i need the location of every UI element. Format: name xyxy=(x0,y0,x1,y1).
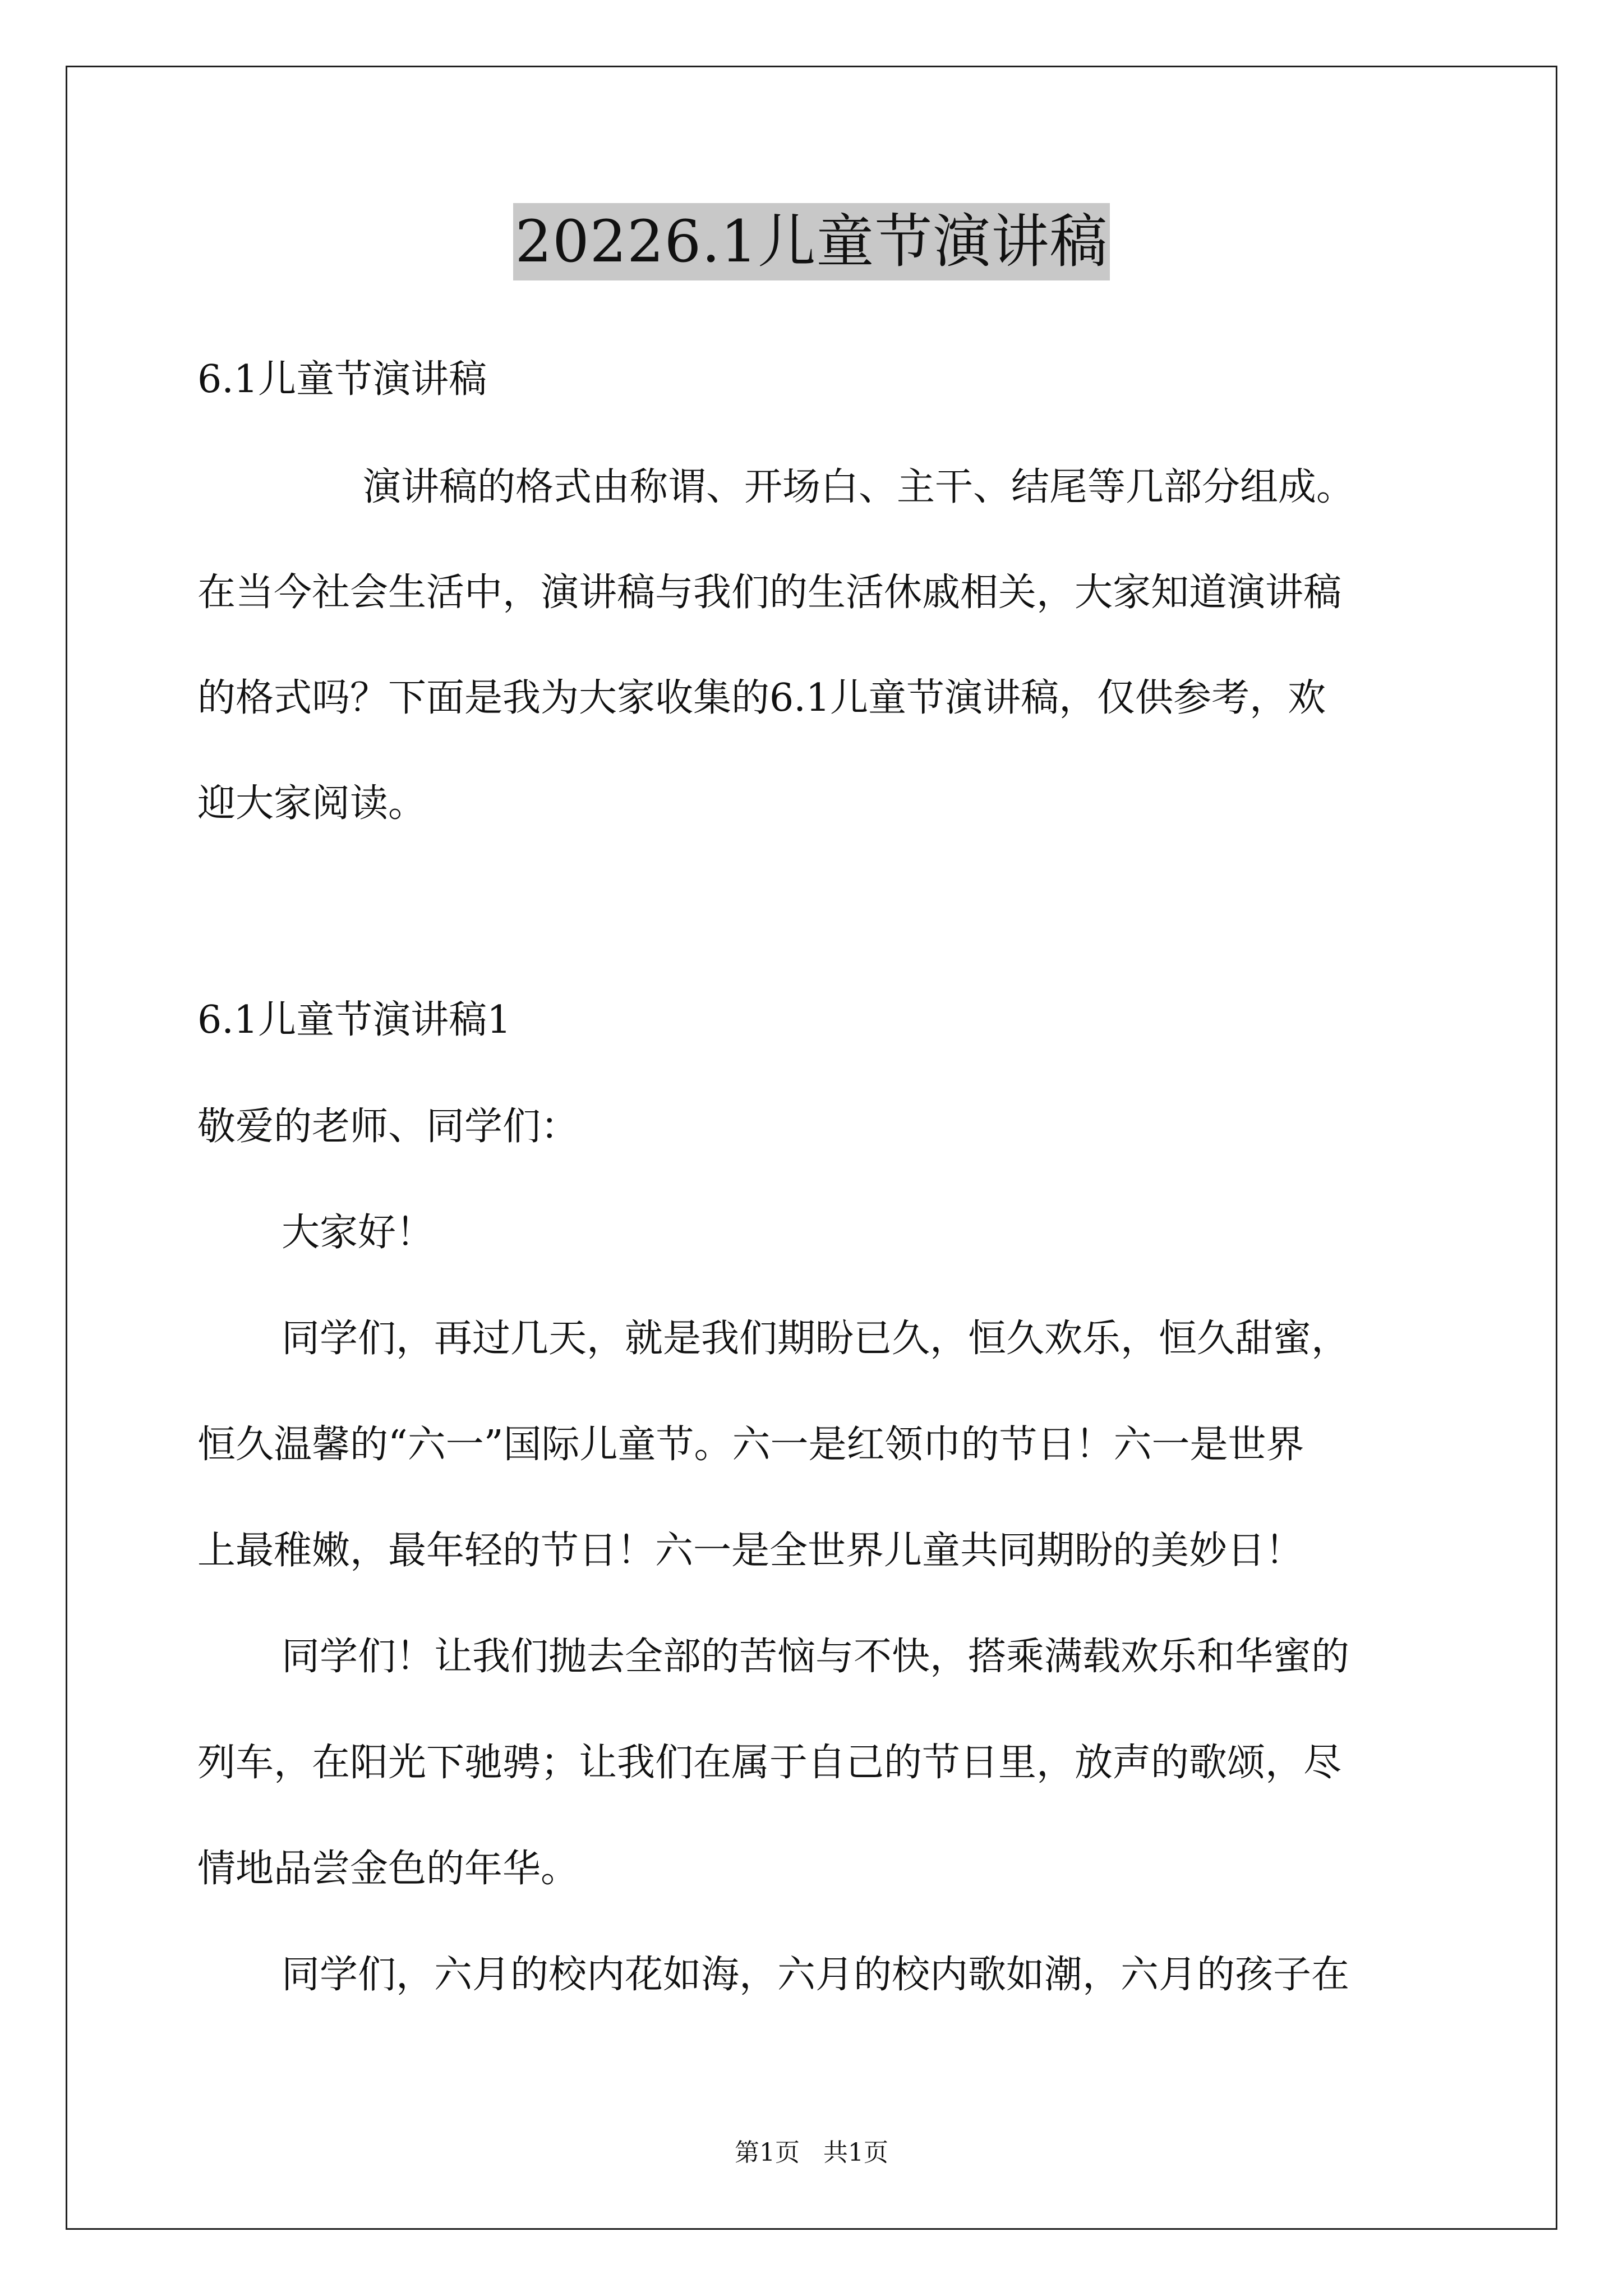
intro-paragraph-line-1: 演讲稿的格式由称谓、开场白、主干、结尾等几部分组成。 xyxy=(363,465,1355,509)
page-footer xyxy=(0,2138,1623,2168)
intro-heading: 6.1儿童节演讲稿 xyxy=(197,357,487,402)
paragraph-2-line-3: 情地品尝金色的年华。 xyxy=(197,1847,579,1891)
intro-paragraph-line-3: 的格式吗？下面是我为大家收集的6.1儿童节演讲稿，仅供参考，欢 xyxy=(197,676,1326,720)
paragraph-3-line-1: 同学们，六月的校内花如海，六月的校内歌如潮，六月的孩子在 xyxy=(282,1953,1350,1997)
greeting: 大家好！ xyxy=(282,1211,435,1255)
paragraph-1-line-1: 同学们，再过几天，就是我们期盼已久，恒久欢乐，恒久甜蜜， xyxy=(282,1317,1350,1361)
document-title: 20226.1儿童节演讲稿 xyxy=(513,203,1110,280)
section-heading: 6.1儿童节演讲稿1 xyxy=(197,998,511,1042)
title-container xyxy=(0,203,1623,280)
page-number: 第1页 xyxy=(735,2138,800,2167)
paragraph-2-line-1: 同学们！让我们抛去全部的苦恼与不快，搭乘满载欢乐和华蜜的 xyxy=(282,1635,1350,1679)
intro-paragraph-line-4: 迎大家阅读。 xyxy=(197,781,427,826)
paragraph-1-line-2: 恒久温馨的“六一”国际儿童节。六一是红领巾的节日！六一是世界 xyxy=(197,1423,1304,1467)
paragraph-1-line-3: 上最稚嫩，最年轻的节日！六一是全世界儿童共同期盼的美妙日！ xyxy=(197,1529,1304,1573)
salutation: 敬爱的老师、同学们： xyxy=(197,1105,579,1149)
paragraph-2-line-2: 列车，在阳光下驰骋；让我们在属于自己的节日里，放声的歌颂，尽 xyxy=(197,1741,1342,1785)
intro-paragraph-line-2: 在当今社会生活中，演讲稿与我们的生活休戚相关，大家知道演讲稿 xyxy=(197,570,1342,615)
page-total: 共1页 xyxy=(823,2138,888,2167)
